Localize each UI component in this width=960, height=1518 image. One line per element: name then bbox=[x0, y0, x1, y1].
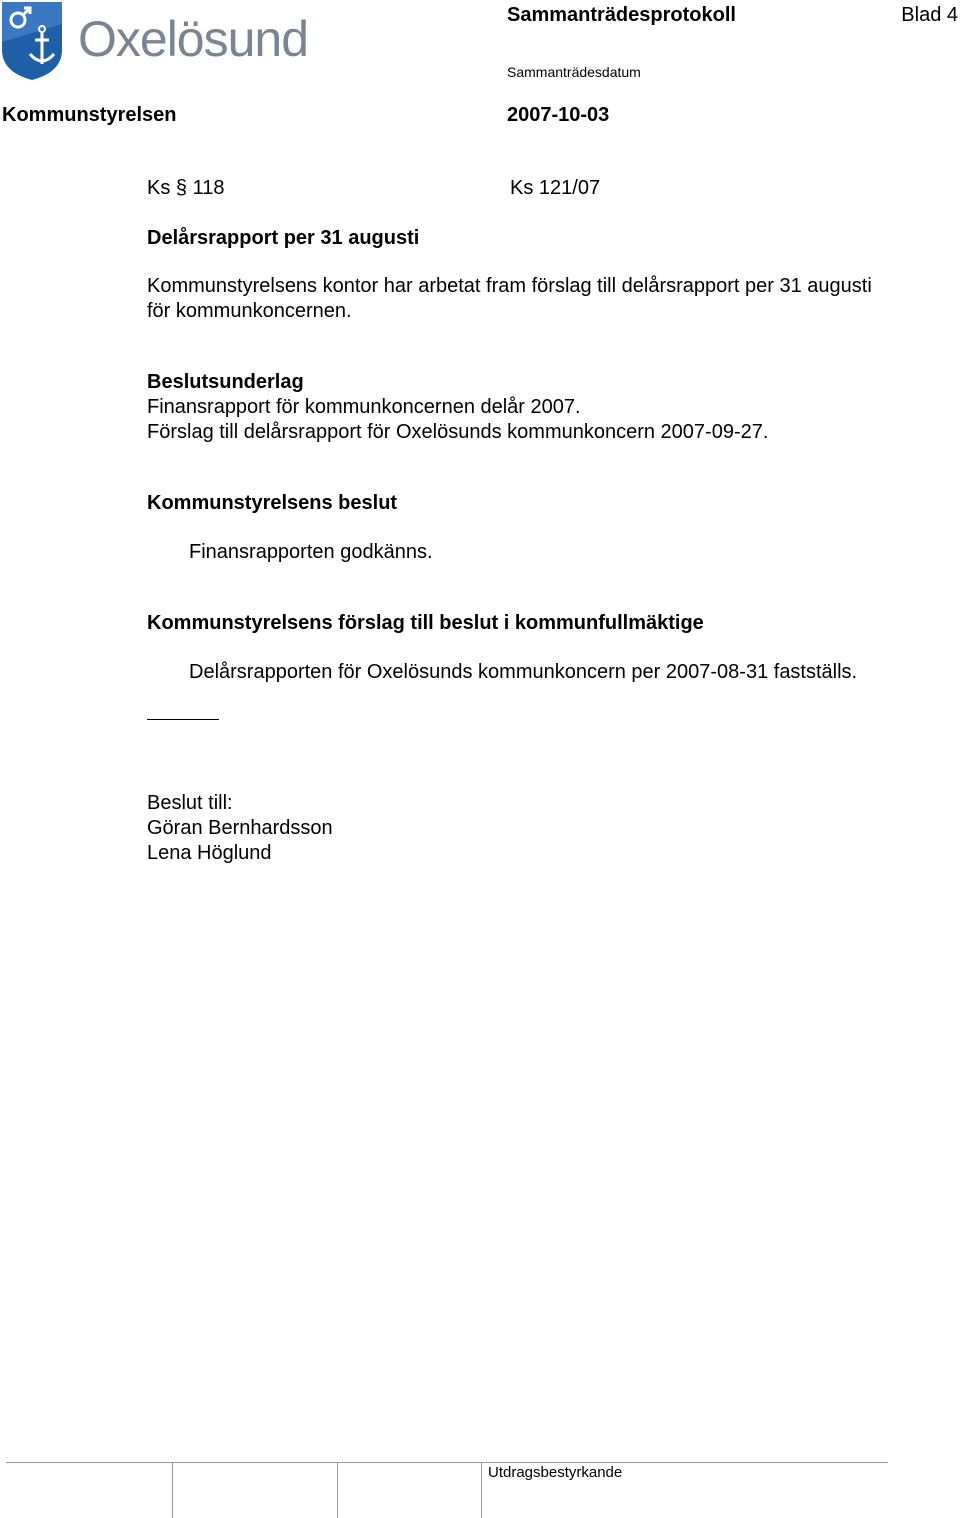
basis-item: Finansrapport för kommunkoncernen delår 2007. bbox=[147, 396, 581, 418]
municipal-coat-of-arms-icon bbox=[2, 2, 62, 80]
footer-column-divider bbox=[481, 1462, 482, 1518]
page-number: Blad 4 bbox=[901, 4, 958, 26]
recipients-label: Beslut till: bbox=[147, 792, 233, 814]
decision-heading: Kommunstyrelsens beslut bbox=[147, 492, 398, 514]
case-reference: Ks 121/07 bbox=[510, 177, 601, 199]
meeting-date: 2007-10-03 bbox=[507, 104, 610, 126]
certification-label: Utdragsbestyrkande bbox=[488, 1464, 623, 1481]
intro-line: för kommunkoncernen. bbox=[147, 300, 352, 322]
decision-text: Finansrapporten godkänns. bbox=[189, 541, 433, 563]
footer-column-divider bbox=[172, 1462, 173, 1518]
meeting-date-label: Sammanträdesdatum bbox=[507, 64, 641, 80]
item-title: Delårsrapport per 31 augusti bbox=[147, 227, 420, 249]
footer-column-divider bbox=[337, 1462, 338, 1518]
basis-heading: Beslutsunderlag bbox=[147, 371, 304, 393]
footer-rule bbox=[6, 1462, 888, 1463]
minutes-item bbox=[147, 176, 947, 866]
committee-name: Kommunstyrelsen bbox=[2, 104, 177, 126]
certification-table bbox=[6, 1462, 888, 1518]
item-reference-row bbox=[147, 176, 947, 201]
recipient: Göran Bernhardsson bbox=[147, 817, 333, 839]
document-title: Sammanträdesprotokoll bbox=[507, 4, 736, 26]
recipient: Lena Höglund bbox=[147, 842, 272, 864]
proposal-text: Delårsrapporten för Oxelösunds kommunkoncern per 2007-08-31 fastställs. bbox=[189, 661, 858, 683]
paragraph-reference: Ks § 118 bbox=[147, 177, 225, 199]
municipality-logo-wordmark: Oxelösund bbox=[78, 11, 309, 67]
basis-item: Förslag till delårsrapport för Oxelösunds kommunkoncern 2007-09-27. bbox=[147, 421, 769, 443]
proposal-heading: Kommunstyrelsens förslag till beslut i kommunfullmäktige bbox=[147, 612, 704, 634]
intro-line: Kommunstyrelsens kontor har arbetat fram förslag till delårsrapport per 31 augusti bbox=[147, 275, 872, 297]
